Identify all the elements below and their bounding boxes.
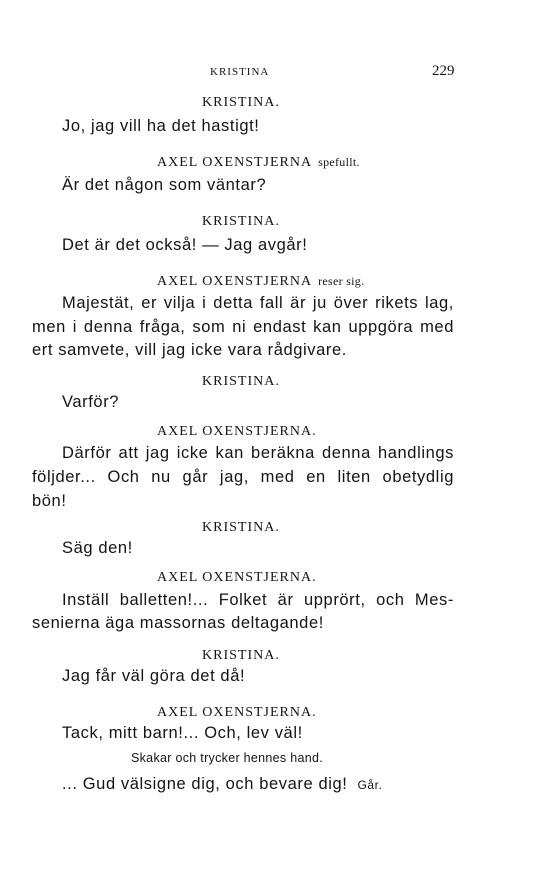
speaker-name: KRISTINA.: [202, 95, 280, 110]
speaker-name: AXEL OXENSTJERNA.: [157, 424, 317, 439]
speaker-name: KRISTINA.: [202, 520, 280, 535]
stage-direction: spefullt.: [318, 155, 360, 169]
speaker-label: AXEL OXENSTJERNA: [157, 155, 313, 170]
page-number: 229: [432, 63, 455, 79]
running-title: KRISTINA: [210, 66, 270, 78]
stage-direction: Går.: [357, 778, 383, 792]
speaker-name: KRISTINA.: [202, 214, 280, 229]
speaker-label: AXEL OXENSTJERNA: [157, 274, 313, 289]
speaker-name: [157, 274, 364, 290]
dialogue-line: Det är det också! — Jag avgår!: [62, 236, 308, 254]
dialogue-line: Därför att jag icke kan beräkna denna handlings: [62, 444, 454, 462]
dialogue-line: senierna äga massornas deltagande!: [32, 614, 324, 632]
dialogue-line: ert samvete, vill jag icke vara rådgivare.: [32, 341, 347, 359]
dialogue-line: men i denna fråga, som ni endast kan uppgöra med: [32, 318, 454, 336]
stage-direction: Skakar och trycker hennes hand.: [131, 751, 324, 765]
dialogue-line: följder... Och nu går jag, med en liten obetydlig: [32, 468, 454, 486]
dialogue-line: Säg den!: [62, 539, 133, 557]
dialogue-line: Inställ balletten!... Folket är upprört, och Mes-: [62, 591, 454, 609]
dialogue-line: [62, 775, 383, 794]
speaker-name: KRISTINA.: [202, 374, 280, 389]
speaker-name: AXEL OXENSTJERNA.: [157, 705, 317, 720]
stage-direction: reser sig.: [318, 274, 365, 288]
dialogue-text: ... Gud välsigne dig, och bevare dig!: [62, 775, 348, 793]
dialogue-line: Majestät, er vilja i detta fall är ju över rikets lag,: [62, 294, 454, 312]
dialogue-line: Jo, jag vill ha det hastigt!: [62, 117, 260, 135]
dialogue-line: Tack, mitt barn!... Och, lev väl!: [62, 724, 303, 742]
dialogue-line: Är det någon som väntar?: [62, 176, 267, 194]
speaker-name: KRISTINA.: [202, 648, 280, 663]
dialogue-line: bön!: [32, 492, 67, 510]
speaker-name: AXEL OXENSTJERNA.: [157, 570, 317, 585]
dialogue-line: Jag får väl göra det då!: [62, 667, 246, 685]
dialogue-line: Varför?: [62, 393, 120, 411]
speaker-name: [157, 155, 360, 171]
